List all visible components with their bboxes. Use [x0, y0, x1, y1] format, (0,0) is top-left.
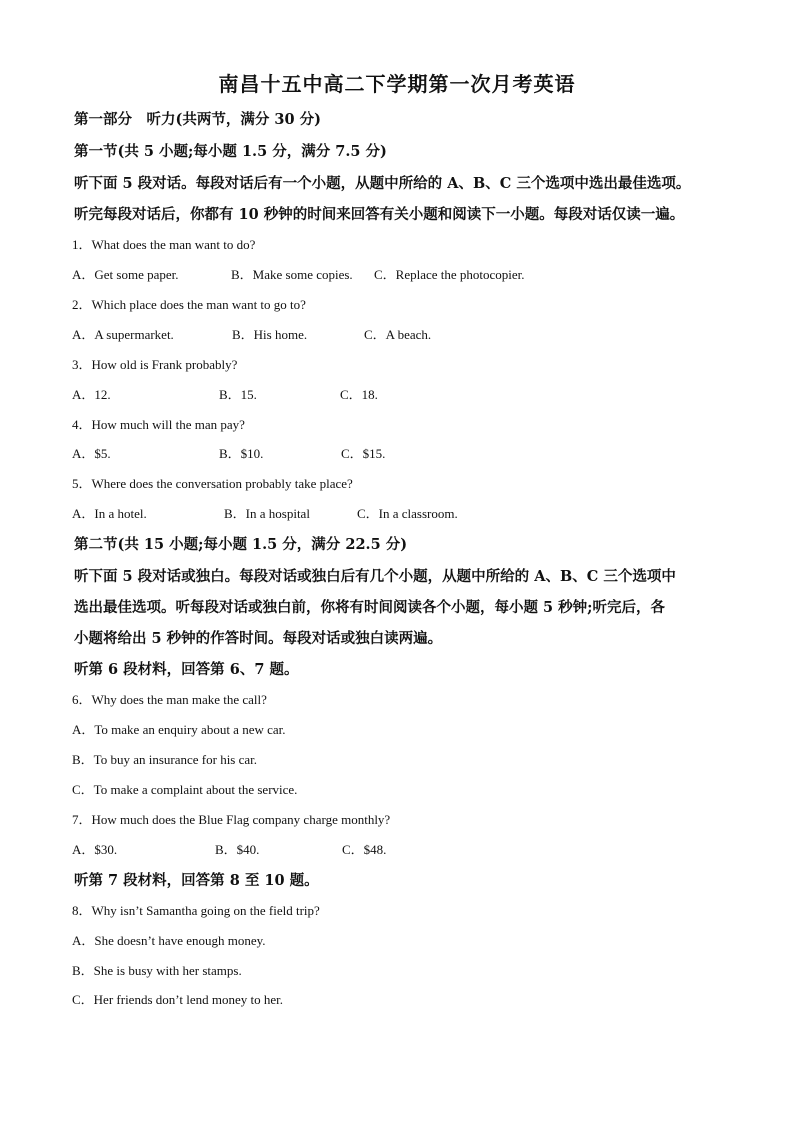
- section2-instruction: 听下面 5 段对话或独白。每段对话或独白后有几个小题，从题中所给的 A、B、C 三个选项中: [74, 568, 676, 585]
- option-b: B．Make some copies.: [231, 267, 353, 282]
- section1-instruction: 听下面 5 段对话。每段对话后有一个小题，从题中所给的 A、B、C 三个选项中选出最佳选项。: [74, 175, 691, 192]
- section1-heading: 第一节(共 5 小题;每小题 1.5 分，满分 7.5 分): [74, 143, 387, 160]
- question-text: 7．How much does the Blue Flag company charge monthly?: [72, 812, 391, 827]
- option-a: A．She doesn’t have enough money.: [72, 933, 266, 948]
- option-c: C．Her friends don’t lend money to her.: [72, 992, 283, 1007]
- option-a: A．12.: [72, 387, 111, 402]
- part-heading: 第一部分 听力(共两节，满分 30 分): [74, 111, 321, 128]
- option-c: C．A beach.: [364, 327, 432, 342]
- option-b: B．To buy an insurance for his car.: [72, 752, 258, 767]
- option-b: B．15.: [219, 387, 257, 402]
- option-a: A．$30.: [72, 842, 118, 857]
- material-heading: 听第 7 段材料，回答第 8 至 10 题。: [74, 872, 319, 889]
- option-c: C．In a classroom.: [357, 506, 458, 521]
- option-b: B．$10.: [219, 446, 264, 461]
- option-a: A．Get some paper.: [72, 267, 179, 282]
- option-a: A．A supermarket.: [72, 327, 174, 342]
- question-text: 1．What does the man want to do?: [72, 237, 256, 252]
- option-a: A．In a hotel.: [72, 506, 147, 521]
- option-b: B．$40.: [215, 842, 260, 857]
- option-c: C．$48.: [342, 842, 387, 857]
- question-text: 2．Which place does the man want to go to?: [72, 297, 306, 312]
- material-heading: 听第 6 段材料，回答第 6、7 题。: [74, 661, 299, 678]
- question-text: 6．Why does the man make the call?: [72, 692, 267, 707]
- option-a: A．To make an enquiry about a new car.: [72, 722, 286, 737]
- question-text: 4．How much will the man pay?: [72, 417, 245, 432]
- option-b: B．In a hospital: [224, 506, 310, 521]
- option-c: C．$15.: [341, 446, 386, 461]
- section1-instruction: 听完每段对话后，你都有 10 秒钟的时间来回答有关小题和阅读下一小题。每段对话仅读一遍。: [74, 206, 685, 223]
- option-c: C．Replace the photocopier.: [374, 267, 525, 282]
- section2-instruction: 小题将给出 5 秒钟的作答时间。每段对话或独白读两遍。: [74, 630, 443, 647]
- option-b: B．She is busy with her stamps.: [72, 963, 242, 978]
- option-c: C．To make a complaint about the service.: [72, 782, 298, 797]
- option-a: A．$5.: [72, 446, 111, 461]
- question-text: 5．Where does the conversation probably take place?: [72, 476, 353, 491]
- page-title: 南昌十五中高二下学期第一次月考英语: [218, 72, 576, 96]
- question-text: 3．How old is Frank probably?: [72, 357, 238, 372]
- question-text: 8．Why isn’t Samantha going on the field trip?: [72, 903, 320, 918]
- option-c: C．18.: [340, 387, 378, 402]
- section2-heading: 第二节(共 15 小题;每小题 1.5 分，满分 22.5 分): [74, 536, 408, 553]
- section2-instruction: 选出最佳选项。听每段对话或独白前，你将有时间阅读各个小题，每小题 5 秒钟;听完后，各: [74, 599, 666, 616]
- option-b: B．His home.: [232, 327, 308, 342]
